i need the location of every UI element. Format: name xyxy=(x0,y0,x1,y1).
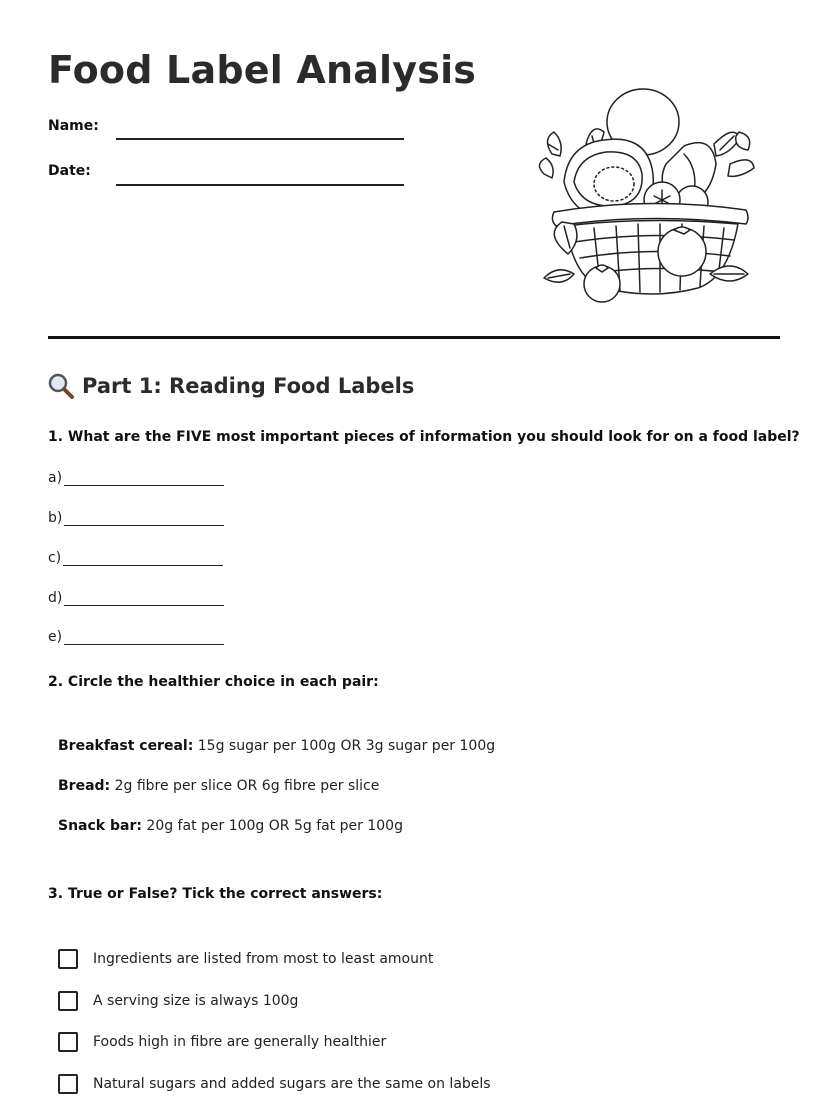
pair-text[interactable]: 15g sugar per 100g OR 3g sugar per 100g xyxy=(197,738,496,754)
answer-blank[interactable] xyxy=(64,513,224,526)
pair-label: Snack bar: xyxy=(58,818,142,834)
answer-letter: b) xyxy=(48,510,63,526)
question-3: 3. True or False? Tick the correct answers: xyxy=(48,886,383,902)
pair-label: Bread: xyxy=(58,778,111,794)
choice-pair-bread[interactable] xyxy=(58,778,379,794)
tick-checkbox[interactable] xyxy=(58,1074,78,1094)
date-label: Date: xyxy=(48,163,91,179)
name-field[interactable] xyxy=(116,126,404,140)
magnifying-glass-icon xyxy=(48,373,74,399)
statement-text: Foods high in fibre are generally healthier xyxy=(93,1034,387,1050)
choice-pair-snack-bar[interactable] xyxy=(58,818,403,834)
answer-letter: c) xyxy=(48,550,62,566)
answer-letter: a) xyxy=(48,470,63,486)
statement-row xyxy=(58,1032,386,1052)
statement-row xyxy=(58,949,433,969)
answer-line-c[interactable] xyxy=(48,550,223,566)
choice-pair-breakfast-cereal[interactable] xyxy=(58,738,495,754)
pair-text[interactable]: 2g fibre per slice OR 6g fibre per slice xyxy=(114,778,380,794)
answer-blank[interactable] xyxy=(64,593,224,606)
pair-text[interactable]: 20g fat per 100g OR 5g fat per 100g xyxy=(146,818,403,834)
tick-checkbox[interactable] xyxy=(58,949,78,969)
part1-heading-text: Part 1: Reading Food Labels xyxy=(82,374,415,398)
answer-line-d[interactable] xyxy=(48,590,224,606)
answer-letter: e) xyxy=(48,629,63,645)
statement-text: A serving size is always 100g xyxy=(93,993,299,1009)
statement-row xyxy=(58,1074,491,1094)
statement-row xyxy=(58,991,298,1011)
tick-checkbox[interactable] xyxy=(58,1032,78,1052)
tick-checkbox[interactable] xyxy=(58,991,78,1011)
answer-blank[interactable] xyxy=(64,632,224,645)
fruit-basket-illustration xyxy=(534,84,764,306)
answer-line-a[interactable] xyxy=(48,470,224,486)
answer-blank[interactable] xyxy=(64,473,224,486)
answer-line-e[interactable] xyxy=(48,629,224,645)
part1-heading xyxy=(48,373,414,399)
answer-letter: d) xyxy=(48,590,63,606)
date-field[interactable] xyxy=(116,172,404,186)
name-label: Name: xyxy=(48,118,99,134)
statement-text: Natural sugars and added sugars are the same on labels xyxy=(93,1076,491,1092)
statement-text: Ingredients are listed from most to least amount xyxy=(93,951,434,967)
section-divider xyxy=(48,336,780,339)
pair-label: Breakfast cereal: xyxy=(58,738,194,754)
worksheet-title: Food Label Analysis xyxy=(48,48,477,92)
answer-line-b[interactable] xyxy=(48,510,224,526)
question-1: 1. What are the FIVE most important pieces of information you should look for on a food label? xyxy=(48,429,800,445)
question-2: 2. Circle the healthier choice in each pair: xyxy=(48,674,379,690)
answer-blank[interactable] xyxy=(63,553,223,566)
